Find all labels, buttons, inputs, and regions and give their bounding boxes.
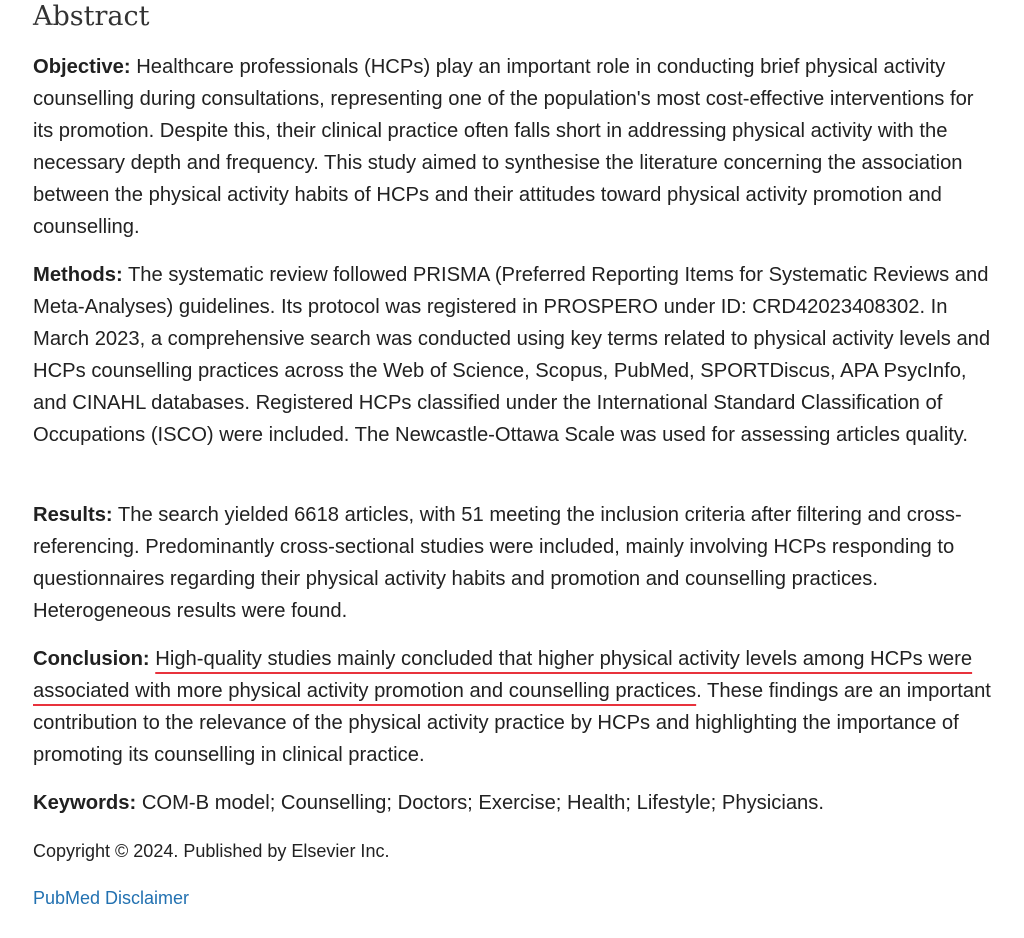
abstract-section	[33, 0, 999, 908]
results-label: Results:	[33, 504, 113, 526]
objective-text: Healthcare professionals (HCPs) play an important role in conducting brief physical activity counselling during consultations, representing one of the population's most cost-effective interventions for its promotion. Despite this, their clinical practice often falls short in addressing physical activity with the necessary depth and frequency. This study aimed to synthesise the literature concerning the association between the physical activity habits of HCPs and their attitudes toward physical activity promotion and counselling.	[33, 56, 974, 238]
objective-label: Objective:	[33, 56, 131, 78]
methods-text: The systematic review followed PRISMA (Preferred Reporting Items for Systematic Reviews and Meta-Analyses) guidelines. Its protocol was registered in PROSPERO under ID: CRD42023408302. In March 2023, a comprehensive search was conducted using key terms related to physical activity levels and HCPs counselling practices across the Web of Science, Scopus, PubMed, SPORTDiscus, APA PsycInfo, and CINAHL databases. Registered HCPs classified under the International Standard Classification of Occupations (ISCO) were included. The Newcastle-Ottawa Scale was used for assessing articles quality.	[33, 264, 991, 446]
conclusion-label: Conclusion:	[33, 648, 150, 670]
keywords-paragraph	[33, 787, 824, 819]
conclusion-rest-text: . These findings are an important contribution to the relevance of the physical activity practice by HCPs and highlighting the importance of promoting its counselling in clinical practice.	[33, 680, 991, 766]
conclusion-paragraph	[33, 643, 999, 771]
copyright-notice: Copyright © 2024. Published by Elsevier Inc.	[33, 841, 390, 861]
abstract-heading: Abstract	[33, 1, 150, 32]
methods-paragraph	[33, 259, 999, 451]
results-text: The search yielded 6618 articles, with 51 meeting the inclusion criteria after filtering and cross-referencing. Predominantly cross-sectional studies were included, mainly involving HCPs responding to questionnaires regarding their physical activity habits and promotion and counselling practices. Heterogeneous results were found.	[33, 504, 962, 622]
keywords-label: Keywords:	[33, 792, 137, 814]
pubmed-disclaimer-link[interactable]: PubMed Disclaimer	[33, 888, 190, 908]
objective-paragraph	[33, 51, 999, 243]
methods-label: Methods:	[33, 264, 123, 286]
results-paragraph	[33, 499, 999, 627]
conclusion-highlighted-text: High-quality studies mainly concluded that higher physical activity levels among HCPs were associated with more physical activity promotion and counselling practices	[33, 648, 973, 702]
keywords-text: COM-B model; Counselling; Doctors; Exercise; Health; Lifestyle; Physicians.	[136, 792, 824, 814]
